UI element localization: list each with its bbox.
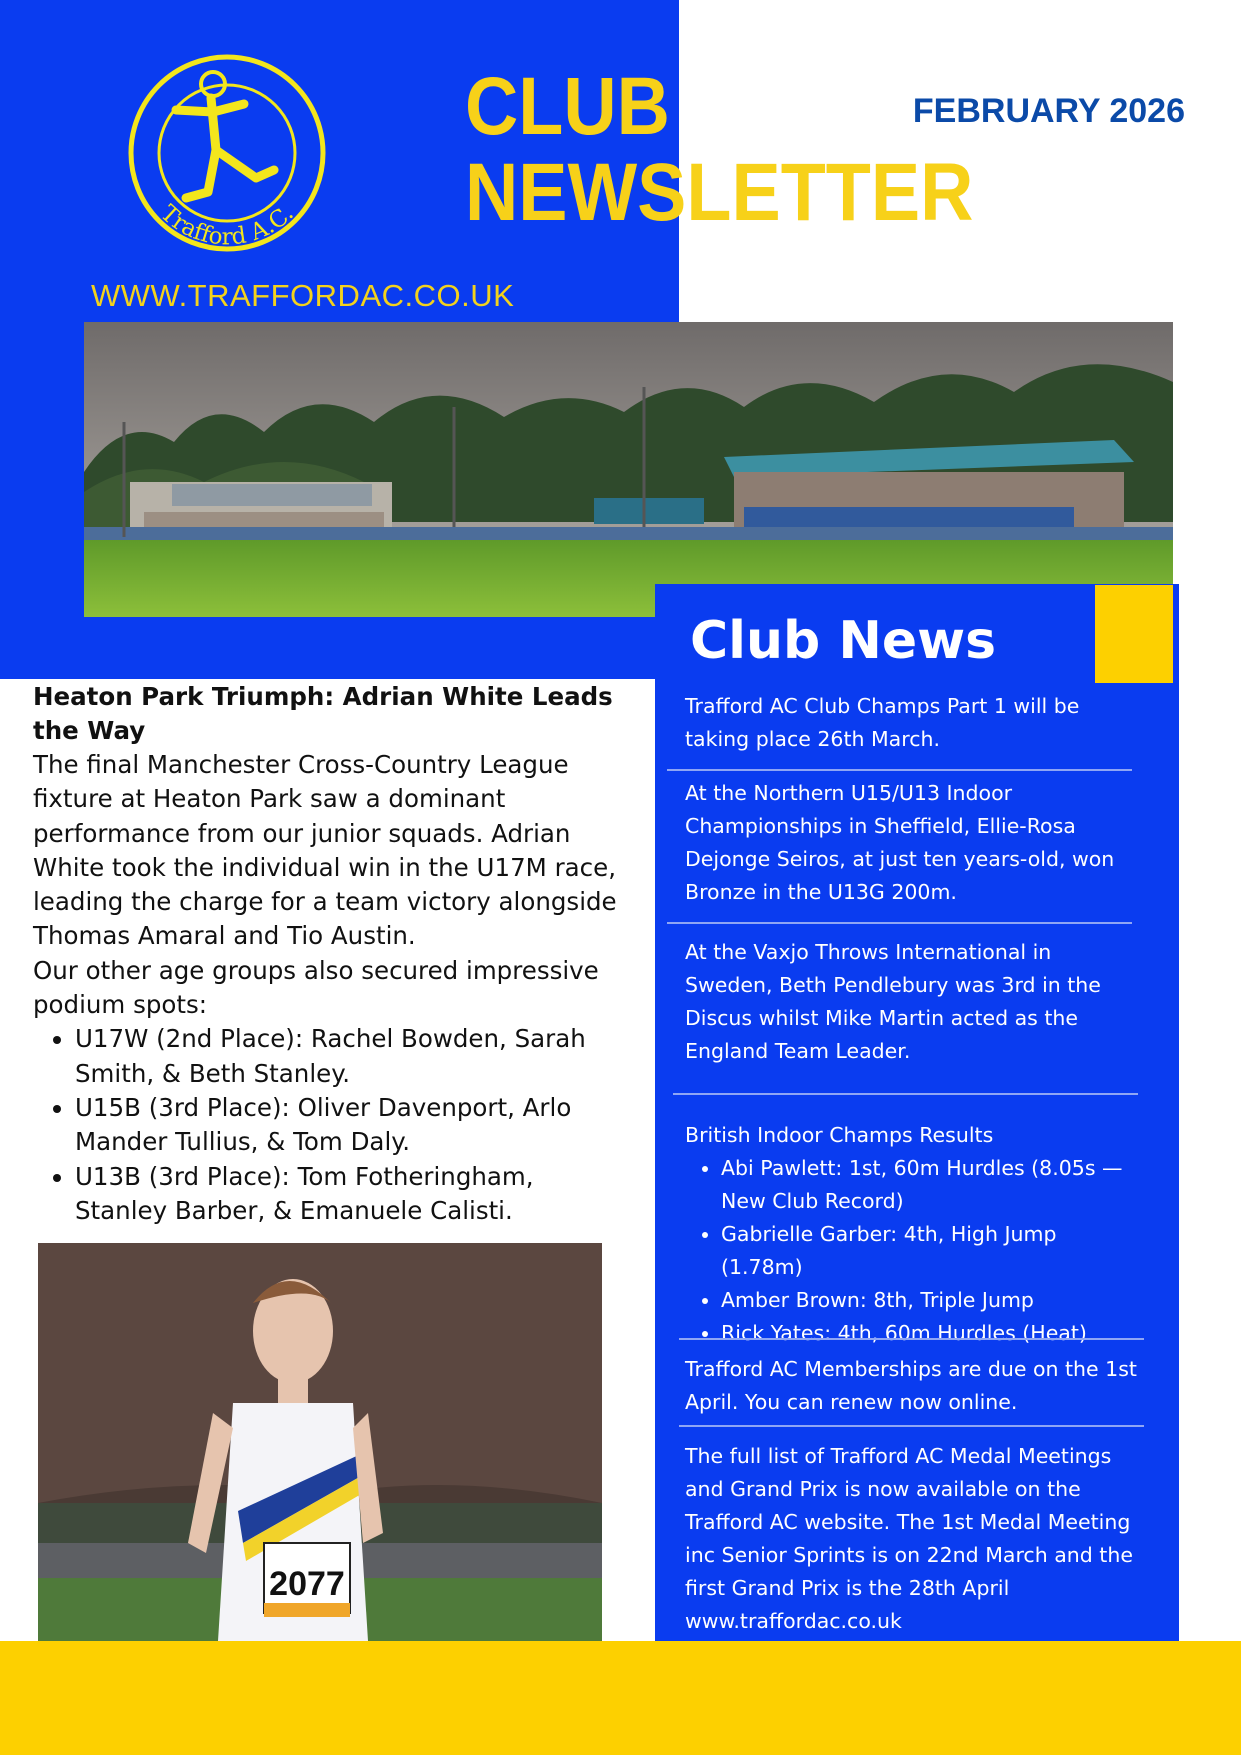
news-item-club-champs: Trafford AC Club Champs Part 1 will be taking place 26th March. (685, 694, 1080, 751)
podium-item: • U13B (3rd Place): Tom Fotheringham, Stanley Barber, & Emanuele Calisti. (75, 1160, 633, 1229)
title-line-1: CLUB (465, 61, 670, 152)
article-heading: Heaton Park Triumph: Adrian White Leads the Way (33, 682, 613, 745)
club-news-title: Club News (690, 611, 997, 671)
issue-date: FEBRUARY 2026 (912, 92, 1185, 130)
news-item-northern-indoor: At the Northern U15/U13 Indoor Championships in Sheffield, Ellie-Rosa Dejonge Seiros, at just ten years-old, won Bronze in the U13G 200m. (685, 781, 1115, 904)
title-line-2: NEWSLETTER (465, 147, 974, 238)
result-item: • Rick Yates: 4th, 60m Hurdles (Heat) (721, 1317, 1137, 1350)
runner-bib-number: 2077 (269, 1565, 345, 1603)
british-indoor-results (685, 1152, 1137, 1350)
news-divider (673, 1093, 1138, 1095)
british-indoor-heading: British Indoor Champs Results (685, 1123, 994, 1147)
website-url[interactable]: WWW.TRAFFORDAC.CO.UK (91, 278, 515, 313)
club-news-accent (1095, 585, 1173, 683)
article-paragraph: The final Manchester Cross-Country League fixture at Heaton Park saw a dominant performance from our junior squads. Adrian White took the individual win in the U17M race, leading the charge for a team victory alongside Thomas Amaral and Tio Austin. (33, 750, 617, 951)
news-item-british-indoor (685, 1119, 1137, 1350)
stadium-photo (84, 322, 1173, 617)
result-item: • Gabrielle Garber: 4th, High Jump (1.78m) (721, 1218, 1137, 1284)
medal-meetings-text: The full list of Trafford AC Medal Meetings and Grand Prix is now available on the Trafford AC website. The 1st Medal Meeting inc Senior Sprints is on 22nd March and the first Grand Prix is the 28th April (685, 1444, 1133, 1600)
footer-band (0, 1641, 1241, 1755)
heaton-park-article (33, 680, 633, 1228)
news-divider (667, 769, 1132, 771)
runner-photo (38, 1243, 602, 1641)
news-item-vaxjo-throws: At the Vaxjo Throws International in Sweden, Beth Pendlebury was 3rd in the Discus whilst Mike Martin acted as the England Team Leader. (685, 940, 1101, 1063)
news-divider (679, 1425, 1144, 1427)
article-paragraph: Our other age groups also secured impressive podium spots: (33, 955, 599, 1020)
news-divider (679, 1338, 1144, 1340)
news-item-medal-meetings (685, 1440, 1137, 1638)
podium-list (33, 1022, 633, 1228)
club-logo (116, 42, 338, 264)
logo-text: Trafford A.C. (155, 200, 299, 251)
result-item: • Amber Brown: 8th, Triple Jump (721, 1284, 1137, 1317)
podium-item: • U15B (3rd Place): Oliver Davenport, Arlo Mander Tullius, & Tom Daly. (75, 1091, 633, 1160)
medal-meetings-link[interactable]: www.traffordac.co.uk (685, 1609, 902, 1633)
news-divider (667, 922, 1132, 924)
podium-item: • U17W (2nd Place): Rachel Bowden, Sarah Smith, & Beth Stanley. (75, 1022, 633, 1091)
news-item-memberships: Trafford AC Memberships are due on the 1st April. You can renew now online. (685, 1357, 1137, 1414)
newsletter-title (465, 61, 974, 238)
result-item: • Abi Pawlett: 1st, 60m Hurdles (8.05s — New Club Record) (721, 1152, 1137, 1218)
